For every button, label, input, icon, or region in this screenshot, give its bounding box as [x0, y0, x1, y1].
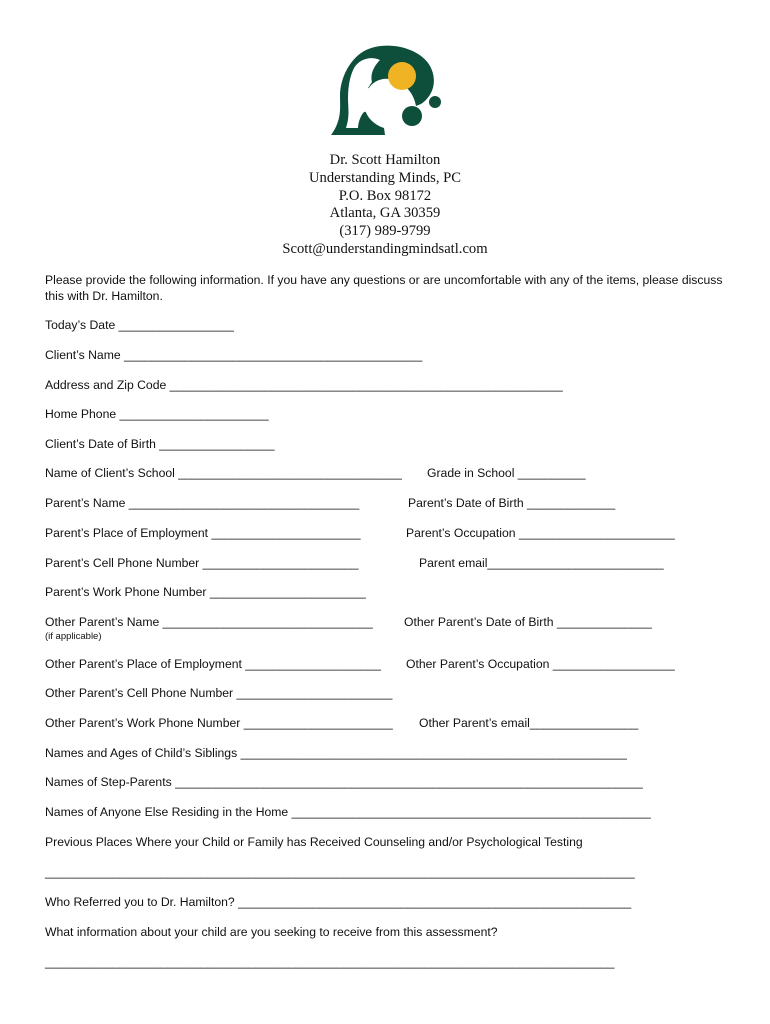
parent-employment-field[interactable] [45, 526, 361, 541]
home-phone-field[interactable] [45, 407, 269, 422]
other-parent-occupation-blank[interactable]: __________________ [552, 657, 675, 671]
other-parent-name-blank[interactable]: _______________________________ [162, 615, 373, 629]
referred-by-blank[interactable]: __________________________________________________________ [238, 895, 632, 909]
grade-blank[interactable]: __________ [517, 466, 586, 480]
other-parent-cell-label: Other Parent’s Cell Phone Number [45, 686, 234, 700]
clients-name-label: Client’s Name [45, 348, 121, 362]
siblings-blank[interactable]: _________________________________________________________ [240, 746, 627, 760]
client-dob-label: Client’s Date of Birth [45, 437, 156, 451]
yellow-dot-icon [388, 62, 416, 90]
parent-cell-label: Parent’s Cell Phone Number [45, 556, 200, 570]
other-parent-employment-label: Other Parent’s Place of Employment [45, 657, 242, 671]
other-parent-occupation-label: Other Parent’s Occupation [406, 657, 550, 671]
parent-cell-field[interactable] [45, 556, 359, 571]
other-parent-email-blank[interactable]: ________________ [529, 716, 639, 730]
step-parents-field[interactable] [45, 775, 643, 790]
parent-dob-label: Parent’s Date of Birth [408, 496, 524, 510]
client-dob-field[interactable] [45, 437, 275, 452]
clients-name-blank[interactable]: ____________________________________________ [124, 348, 423, 362]
referred-by-field[interactable] [45, 895, 631, 910]
others-residing-field[interactable] [45, 805, 651, 820]
school-field[interactable] [45, 466, 402, 481]
others-residing-label: Names of Anyone Else Residing in the Home [45, 805, 289, 819]
seeking-info-blank[interactable]: ____________________________________________________________________________________ [45, 955, 615, 969]
grade-label: Grade in School [427, 466, 515, 480]
parent-cell-blank[interactable]: _______________________ [202, 556, 359, 570]
grade-field[interactable] [427, 466, 586, 481]
intro-text: Please provide the following information. If you have any questions or are uncomfortable with any of the items, please discuss this with Dr. Hamilton. [45, 273, 723, 303]
city-state-zip: Atlanta, GA 30359 [329, 205, 441, 222]
previous-places-blank[interactable]: _______________________________________________________________________________________ [45, 865, 635, 879]
others-residing-blank[interactable]: _____________________________________________________ [291, 805, 651, 819]
siblings-field[interactable] [45, 746, 627, 761]
parent-name-field[interactable] [45, 496, 359, 511]
other-parent-cell-field[interactable] [45, 686, 392, 701]
address-label: Address and Zip Code [45, 378, 167, 392]
other-parent-name-field[interactable] [45, 615, 373, 630]
todays-date-field[interactable] [45, 318, 234, 333]
if-applicable-note: (if applicable) [45, 631, 102, 642]
parent-email-label: Parent email [419, 556, 488, 570]
siblings-label: Names and Ages of Child’s Siblings [45, 746, 238, 760]
home-phone-blank[interactable]: ______________________ [119, 407, 269, 421]
other-parent-cell-blank[interactable]: _______________________ [236, 686, 393, 700]
letterhead [0, 152, 770, 259]
other-parent-work-phone-blank[interactable]: ______________________ [243, 716, 393, 730]
step-parents-label: Names of Step-Parents [45, 775, 172, 789]
school-blank[interactable]: _________________________________ [178, 466, 402, 480]
other-parent-email-field[interactable] [419, 716, 638, 731]
parent-email-field[interactable] [419, 556, 664, 571]
address-blank[interactable]: __________________________________________________________ [169, 378, 563, 392]
parent-name-label: Parent’s Name [45, 496, 126, 510]
client-dob-blank[interactable]: _________________ [159, 437, 275, 451]
address-field[interactable] [45, 378, 563, 393]
phone-number: (317) 989-9799 [339, 223, 431, 240]
parent-employment-label: Parent’s Place of Employment [45, 526, 209, 540]
todays-date-blank[interactable]: _________________ [118, 318, 234, 332]
other-parent-employment-blank[interactable]: ____________________ [245, 657, 381, 671]
parent-occupation-field[interactable] [406, 526, 675, 541]
other-parent-dob-field[interactable] [404, 615, 652, 630]
parent-occupation-label: Parent’s Occupation [406, 526, 516, 540]
green-dot-small-icon [429, 96, 441, 108]
other-parent-employment-field[interactable] [45, 657, 381, 672]
other-parent-name-label: Other Parent’s Name [45, 615, 160, 629]
doctor-name: Dr. Scott Hamilton [329, 152, 441, 168]
other-parent-dob-label: Other Parent’s Date of Birth [404, 615, 554, 629]
parent-work-phone-label: Parent’s Work Phone Number [45, 585, 207, 599]
parent-occupation-blank[interactable]: _______________________ [518, 526, 675, 540]
understanding-minds-logo [328, 44, 452, 136]
email-address: Scott@understandingmindsatl.com [282, 240, 488, 257]
parent-name-blank[interactable]: __________________________________ [128, 496, 360, 510]
parent-dob-field[interactable] [408, 496, 615, 511]
parent-work-phone-blank[interactable]: _______________________ [209, 585, 366, 599]
step-parents-blank[interactable]: _____________________________________________________________________ [175, 775, 643, 789]
parent-dob-blank[interactable]: _____________ [527, 496, 616, 510]
parent-email-blank[interactable]: __________________________ [487, 556, 664, 570]
home-phone-label: Home Phone [45, 407, 117, 421]
other-parent-work-phone-field[interactable] [45, 716, 393, 731]
other-parent-dob-blank[interactable]: ______________ [556, 615, 652, 629]
previous-places-label: Previous Places Where your Child or Family has Received Counseling and/or Psychological Testing [45, 835, 583, 849]
other-parent-work-phone-label: Other Parent’s Work Phone Number [45, 716, 241, 730]
other-parent-occupation-field[interactable] [406, 657, 675, 672]
todays-date-label: Today’s Date [45, 318, 116, 332]
clients-name-field[interactable] [45, 348, 422, 363]
other-parent-email-label: Other Parent’s email [419, 716, 530, 730]
green-dot-large-icon [402, 106, 422, 126]
school-label: Name of Client’s School [45, 466, 175, 480]
parent-work-phone-field[interactable] [45, 585, 366, 600]
parent-employment-blank[interactable]: ______________________ [211, 526, 361, 540]
referred-by-label: Who Referred you to Dr. Hamilton? [45, 895, 235, 909]
po-box: P.O. Box 98172 [338, 187, 432, 204]
practice-name: Understanding Minds, PC [308, 169, 462, 186]
seeking-info-label: What information about your child are you seeking to receive from this assessment? [45, 925, 498, 939]
